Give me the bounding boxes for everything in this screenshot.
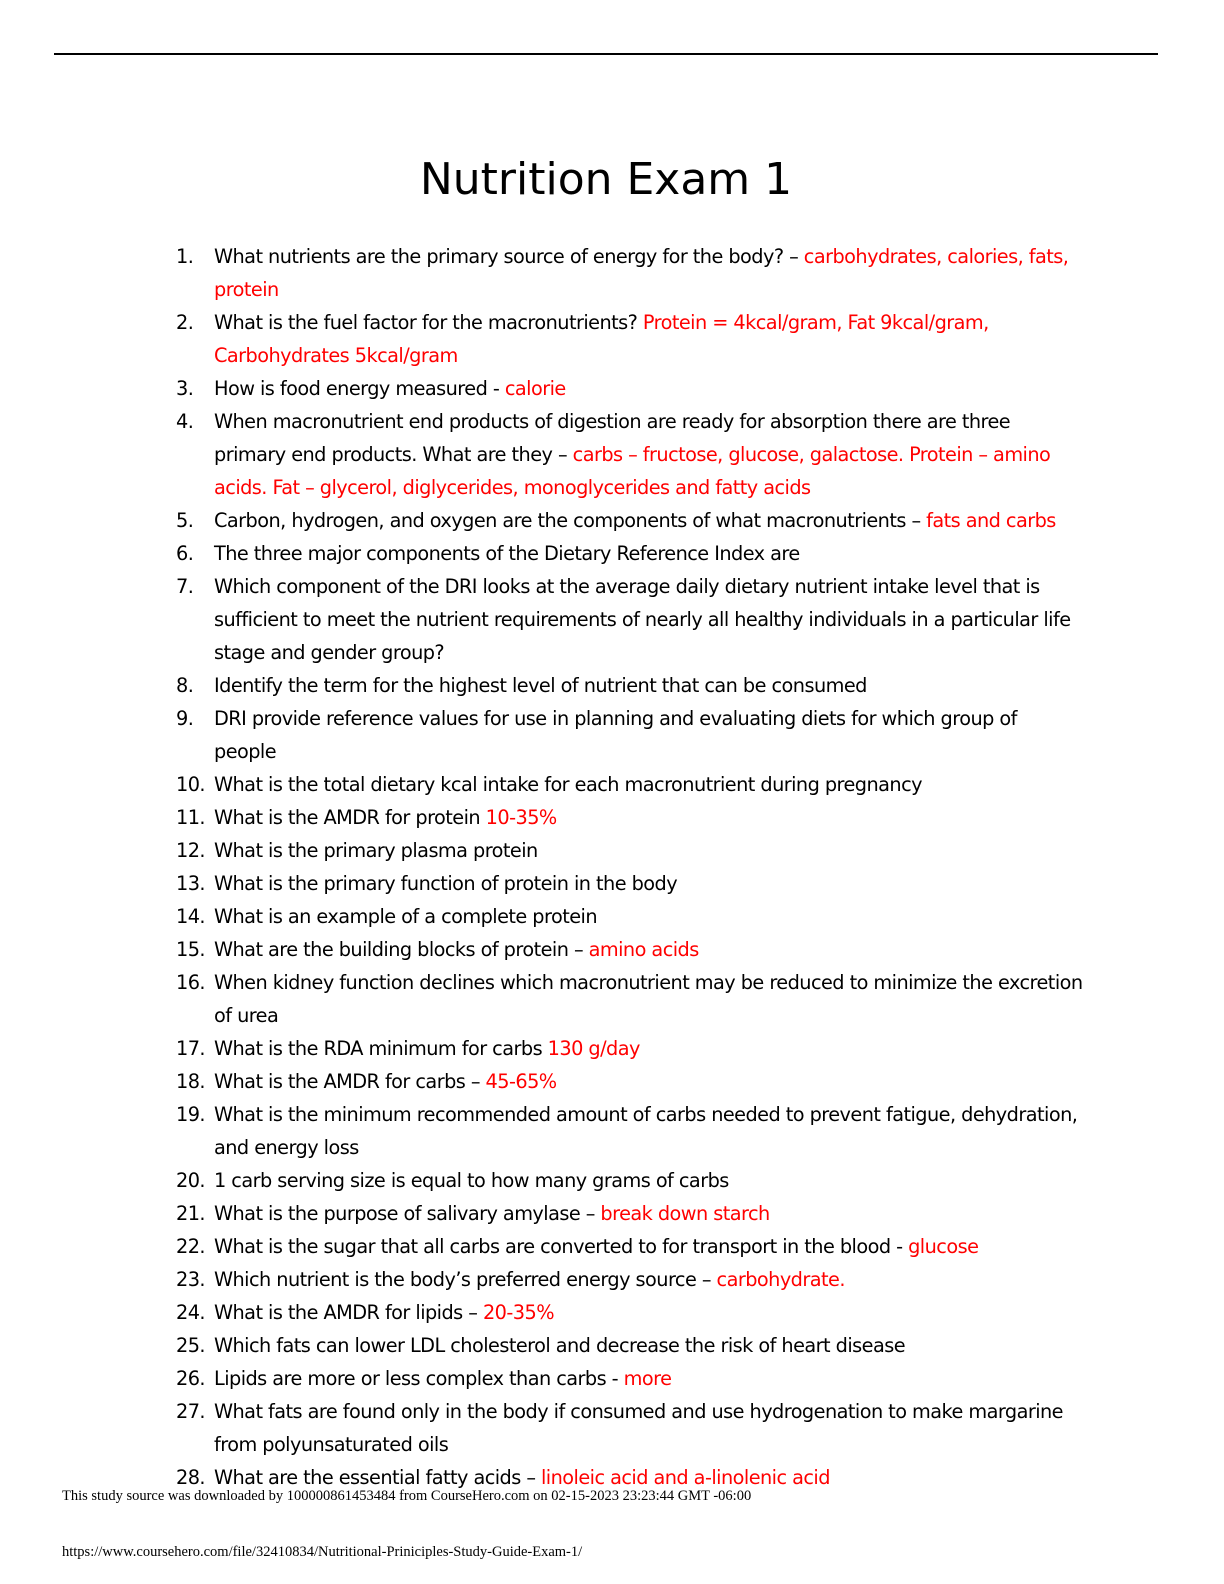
question-number: 19. bbox=[176, 1103, 206, 1126]
answer-text: fats and carbs bbox=[926, 509, 1056, 532]
question-text: What nutrients are the primary source of energy for the body? – bbox=[214, 245, 804, 268]
question-text: What is the sugar that all carbs are converted to for transport in the blood - bbox=[214, 1235, 909, 1258]
download-notice: This study source was downloaded by 100000861453484 from CourseHero.com on 02-15-2023 23:23:44 GMT -06:00 bbox=[62, 1488, 752, 1504]
question-number: 2. bbox=[176, 311, 194, 334]
answer-text: more bbox=[623, 1367, 672, 1390]
question-text: What is the minimum recommended amount of carbs needed to prevent fatigue, dehydration, and energy loss bbox=[214, 1103, 1078, 1159]
question-text: Lipids are more or less complex than carbs - bbox=[214, 1367, 624, 1390]
question-text: What are the essential fatty acids – bbox=[214, 1466, 541, 1489]
question-item bbox=[176, 372, 1084, 405]
question-item bbox=[176, 702, 1084, 768]
question-text: How is food energy measured - bbox=[214, 377, 505, 400]
question-text: What is the primary plasma protein bbox=[214, 839, 538, 862]
answer-text: break down starch bbox=[600, 1202, 770, 1225]
question-number: 9. bbox=[176, 707, 194, 730]
answer-text: Protein = 4kcal/gram, Fat 9kcal/gram, Carbohydrates 5kcal/gram bbox=[214, 311, 989, 367]
question-text: What is the AMDR for lipids – bbox=[214, 1301, 483, 1324]
question-item bbox=[176, 1164, 1084, 1197]
answer-text: amino acids bbox=[588, 938, 699, 961]
answer-text: 45-65% bbox=[485, 1070, 557, 1093]
question-number: 27. bbox=[176, 1400, 206, 1423]
answer-text: 10-35% bbox=[485, 806, 557, 829]
question-number: 24. bbox=[176, 1301, 206, 1324]
question-item bbox=[176, 801, 1084, 834]
question-text: Identify the term for the highest level of nutrient that can be consumed bbox=[214, 674, 867, 697]
question-item bbox=[176, 504, 1084, 537]
question-text: When kidney function declines which macronutrient may be reduced to minimize the excretion of urea bbox=[214, 971, 1083, 1027]
question-text: What is the total dietary kcal intake for each macronutrient during pregnancy bbox=[214, 773, 923, 796]
answer-text: calorie bbox=[504, 377, 566, 400]
question-item bbox=[176, 1098, 1084, 1164]
question-item bbox=[176, 405, 1084, 504]
answer-text: carbohydrate. bbox=[716, 1268, 845, 1291]
question-text: The three major components of the Dietary Reference Index are bbox=[214, 542, 800, 565]
question-item bbox=[176, 570, 1084, 669]
question-item bbox=[176, 537, 1084, 570]
question-item bbox=[176, 834, 1084, 867]
question-number: 14. bbox=[176, 905, 206, 928]
question-text: What is the purpose of salivary amylase – bbox=[214, 1202, 601, 1225]
answer-text: carbohydrates, calories, fats, protein bbox=[214, 245, 1069, 301]
question-text: Which component of the DRI looks at the average daily dietary nutrient intake level that is sufficient to meet the nutrient requirements of nearly all healthy individuals in a particular life stage and gender group? bbox=[214, 575, 1071, 664]
question-item bbox=[176, 1032, 1084, 1065]
question-item bbox=[176, 1362, 1084, 1395]
question-number: 13. bbox=[176, 872, 206, 895]
question-text: What is an example of a complete protein bbox=[214, 905, 597, 928]
answer-text: glucose bbox=[908, 1235, 979, 1258]
question-number: 7. bbox=[176, 575, 194, 598]
question-text: What is the primary function of protein in the body bbox=[214, 872, 678, 895]
question-text: What is the AMDR for protein bbox=[214, 806, 486, 829]
question-number: 12. bbox=[176, 839, 206, 862]
question-number: 22. bbox=[176, 1235, 206, 1258]
question-text: What fats are found only in the body if consumed and use hydrogenation to make margarine from polyunsaturated oils bbox=[214, 1400, 1063, 1456]
question-number: 20. bbox=[176, 1169, 206, 1192]
question-item bbox=[176, 1395, 1084, 1461]
question-item bbox=[176, 1230, 1084, 1263]
question-text: DRI provide reference values for use in planning and evaluating diets for which group of people bbox=[214, 707, 1017, 763]
answer-text: 130 g/day bbox=[547, 1037, 640, 1060]
question-number: 5. bbox=[176, 509, 194, 532]
source-url-link[interactable]: https://www.coursehero.com/file/32410834/Nutritional-Priniciples-Study-Guide-Exam-1/ bbox=[62, 1544, 583, 1560]
answer-text: 20-35% bbox=[482, 1301, 554, 1324]
answer-text: linoleic acid and a-linolenic acid bbox=[541, 1466, 830, 1489]
question-number: 28. bbox=[176, 1466, 206, 1489]
question-number: 8. bbox=[176, 674, 194, 697]
question-number: 16. bbox=[176, 971, 206, 994]
question-item bbox=[176, 900, 1084, 933]
question-list bbox=[176, 240, 1084, 1494]
question-item bbox=[176, 768, 1084, 801]
question-text: What is the AMDR for carbs – bbox=[214, 1070, 486, 1093]
question-item bbox=[176, 867, 1084, 900]
question-number: 4. bbox=[176, 410, 194, 433]
question-text: Which nutrient is the body’s preferred energy source – bbox=[214, 1268, 717, 1291]
question-item bbox=[176, 1197, 1084, 1230]
question-number: 18. bbox=[176, 1070, 206, 1093]
header-rule bbox=[54, 53, 1158, 55]
question-text: What are the building blocks of protein – bbox=[214, 938, 589, 961]
question-text: What is the fuel factor for the macronutrients? bbox=[214, 311, 643, 334]
question-item bbox=[176, 1296, 1084, 1329]
question-number: 6. bbox=[176, 542, 194, 565]
question-item bbox=[176, 669, 1084, 702]
question-item bbox=[176, 1329, 1084, 1362]
question-text: 1 carb serving size is equal to how many grams of carbs bbox=[214, 1169, 729, 1192]
question-number: 21. bbox=[176, 1202, 206, 1225]
question-number: 3. bbox=[176, 377, 194, 400]
question-item bbox=[176, 306, 1084, 372]
answer-text: carbs – fructose, glucose, galactose. Protein – amino acids. Fat – glycerol, diglycerides, monoglycerides and fatty acids bbox=[214, 443, 1051, 499]
question-item bbox=[176, 966, 1084, 1032]
question-text: Which fats can lower LDL cholesterol and decrease the risk of heart disease bbox=[214, 1334, 906, 1357]
question-number: 17. bbox=[176, 1037, 206, 1060]
question-number: 1. bbox=[176, 245, 194, 268]
question-item bbox=[176, 240, 1084, 306]
question-number: 15. bbox=[176, 938, 206, 961]
question-item bbox=[176, 933, 1084, 966]
question-number: 10. bbox=[176, 773, 206, 796]
question-number: 23. bbox=[176, 1268, 206, 1291]
question-number: 26. bbox=[176, 1367, 206, 1390]
question-item bbox=[176, 1065, 1084, 1098]
question-text: Carbon, hydrogen, and oxygen are the components of what macronutrients – bbox=[214, 509, 927, 532]
question-text: When macronutrient end products of digestion are ready for absorption there are three primary end products. What are they – bbox=[214, 410, 1011, 466]
page-title: Nutrition Exam 1 bbox=[419, 154, 793, 205]
question-text: What is the RDA minimum for carbs bbox=[214, 1037, 548, 1060]
question-number: 11. bbox=[176, 806, 206, 829]
question-number: 25. bbox=[176, 1334, 206, 1357]
question-item bbox=[176, 1263, 1084, 1296]
